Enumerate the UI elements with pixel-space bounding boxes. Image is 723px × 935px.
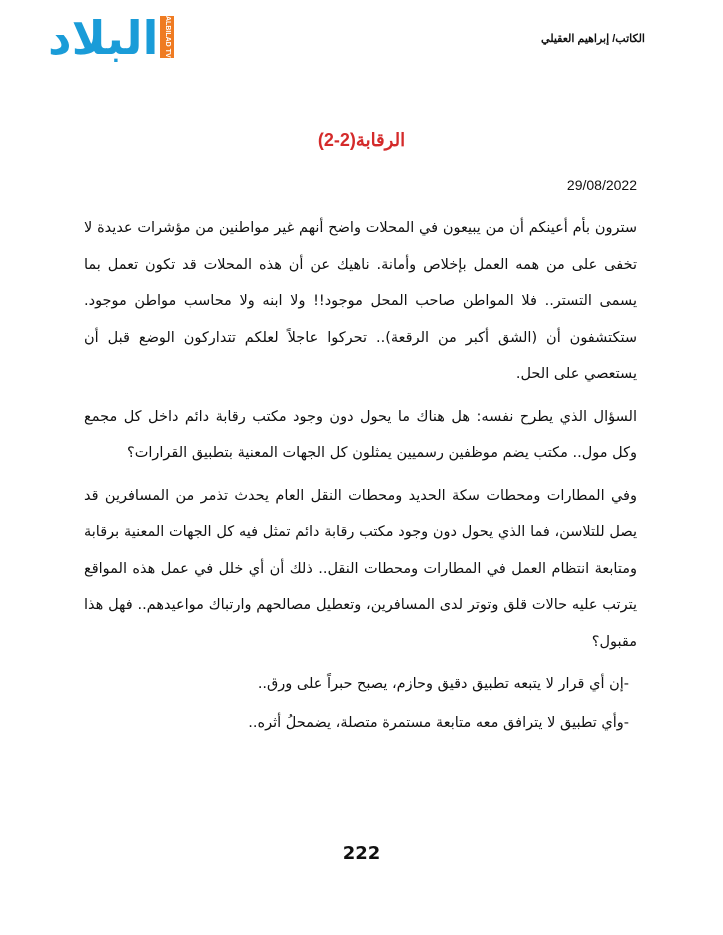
page-number: 222	[342, 843, 381, 864]
logo-wordmark: البلاد	[48, 11, 159, 65]
paragraph: السؤال الذي يطرح نفسه: هل هناك ما يحول دون وجود مكتب رقابة دائم داخل كل مجمع وكل مول.. مكتب يضم موظفين رسميين يمثلون كل الجهات المعنية بتطبيق القرارات؟	[84, 408, 637, 461]
bullet-line: -إن أي قرار لا يتبعه تطبيق دقيق وحازم، يصبح حبراً على ورق..	[257, 676, 629, 692]
article-body	[84, 210, 637, 743]
albilad-logo	[48, 10, 176, 66]
bullet-line: -وأي تطبيق لا يترافق معه متابعة مستمرة متصلة، يضمحلُ أثره..	[248, 714, 629, 731]
paragraph: سترون بأم أعينكم أن من يبيعون في المحلات واضح أنهم غير مواطنين من مؤشرات عديدة لا تخفى على من همه العمل بإخلاص وأمانة. ناهيك عن أن هذه المحلات قد تكون تعمل بما يسمى التستر.. فلا المواطن صاحب المحل موجود!! ولا ابنه ولا محاسب مواطن موجود. ستكتشفون أن (الشق أكبر من الرقعة).. تحركوا عاجلاً لعلكم تتداركون الوضع قبل أن يستعصي على الحل.	[84, 220, 637, 382]
article-date: 29/08/2022	[566, 177, 637, 193]
article-title: الرقابة(2-2)	[317, 130, 406, 150]
logo-tag: ALBILAD TV	[160, 16, 174, 58]
author-line: الكاتب/ إبراهيم العقيلي	[541, 33, 645, 45]
paragraph: وفي المطارات ومحطات سكة الحديد ومحطات النقل العام يحدث تذمر من المسافرين قد يصل للتلاسن، فما الذي يحول دون وجود مكتب رقابة دائم تمثل فيه كل الجهات المعنية برقابة ومتابعة انتظام العمل في المطارات ومحطات النقل.. ذلك أن أي خلل في عمل هذه المواقع يترتب عليه حالات قلق وتوتر لدى المسافرين، وتعطيل مصالحهم وارتباك مواعيدهم.. فهل هذا مقبول؟	[84, 487, 637, 650]
